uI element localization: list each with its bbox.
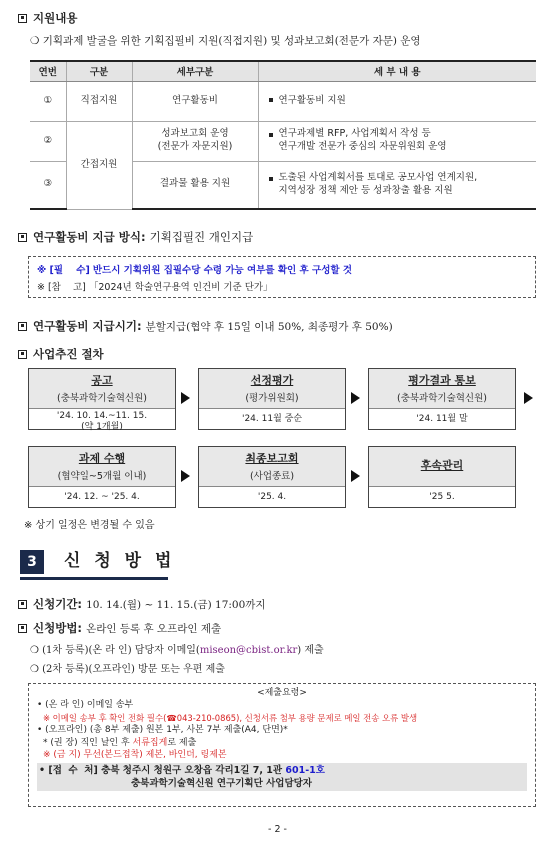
submission-online-warning: ※ 이메일 송부 후 확인 전화 필수(☎043-210-0865), 신청서류 첨부 용량 문제로 메일 전송 오류 발생 (43, 712, 418, 723)
table-header: 세 부 내 용 (258, 61, 536, 81)
square-bullet-icon (18, 624, 27, 633)
arrow-right-icon (181, 392, 190, 404)
support-table (30, 60, 536, 210)
process-step-evaluation: 선정평가 (평가위원회) '24. 11월 중순 (198, 368, 346, 430)
circle-bullet-icon: ❍ (30, 664, 39, 675)
table-header: 세부구분 (132, 61, 258, 81)
circle-bullet-icon: ❍ (30, 35, 40, 47)
arrow-right-icon (181, 470, 190, 482)
row-category: 간접지원 (66, 121, 132, 209)
submission-offline: • (오프라인) (총 8부 제출) 원본 1부, 사본 7부 제출(A4, 단면)* (37, 725, 288, 736)
payment-method: 연구활동비 지급 방식: 기획집필진 개인지급 (18, 229, 253, 245)
table-row (30, 81, 536, 121)
arrow-right-icon (524, 392, 533, 404)
table-row (30, 121, 536, 161)
row-description: 연구과제별 RFP, 사업계획서 작성 등 연구개발 전문가 중심의 자문위원회 운영 (258, 121, 536, 161)
submission-guide-title: <제출요령> (257, 688, 307, 698)
section-number-badge: 3 (20, 550, 44, 574)
square-bullet-icon (18, 322, 27, 331)
submission-forbidden: ※ (금 지) 무선(본드접착) 제본, 바인더, 링제본 (43, 750, 227, 761)
process-step-result-notice: 평가결과 통보 (충북과학기술혁신원) '24. 11월 말 (368, 368, 516, 430)
process-step-announcement: 공고 (충북과학기술혁신원) '24. 10. 14.~11. 15. (약 1개월) (28, 368, 176, 430)
table-header: 구분 (66, 61, 132, 81)
process-step-project-execution: 과제 수행 (협약일~5개월 이내) '24. 12. ~ '25. 4. (28, 446, 176, 508)
process-step-follow-up: 후속관리 '25 5. (368, 446, 516, 508)
square-bullet-icon (18, 14, 27, 23)
submission-seal-note: * (권 장) 직인 날인 후 서류집게로 제출 (43, 737, 197, 748)
process-footnote: ※ 상기 일정은 변경될 수 있음 (24, 520, 155, 531)
square-bullet-icon (18, 350, 27, 359)
support-heading: 지원내용 (18, 10, 77, 26)
payment-timing: 연구활동비 지급시기: 분할지급(협약 후 15일 이내 50%, 최종평가 후 50%) (18, 318, 393, 334)
arrow-right-icon (351, 470, 360, 482)
note-reference: ※ [참 고] 「2024년 학술연구용역 인건비 기준 단가」 (37, 282, 273, 293)
page-number: - 2 - (268, 824, 287, 835)
table-header-row (30, 61, 536, 81)
bullet-icon (269, 177, 273, 181)
note-required: ※ [필 수] 반드시 기획위원 집필수당 수령 가능 여부를 확인 후 구성할 것 (37, 265, 353, 276)
process-heading: 사업추진 절차 (18, 346, 104, 362)
bullet-icon (269, 133, 273, 137)
row-number: ② (30, 121, 66, 161)
submission-guide-box (28, 683, 536, 807)
row-category: 직접지원 (66, 81, 132, 121)
support-intro: ❍ 기획과제 발굴을 위한 기획집필비 지원(직접지원) 및 성과보고회(전문가 자문) 운영 (30, 35, 421, 47)
application-period: 신청기간: 10. 14.(월) ~ 11. 15.(금) 17:00까지 (18, 596, 266, 612)
arrow-right-icon (351, 392, 360, 404)
row-description: 연구활동비 지원 (258, 81, 536, 121)
square-bullet-icon (18, 233, 27, 242)
section-title: 신 청 방 법 (64, 551, 176, 571)
row-number: ① (30, 81, 66, 121)
section-title-underline (20, 577, 168, 580)
square-bullet-icon (18, 600, 27, 609)
row-subcategory: 연구활동비 (132, 81, 258, 121)
circle-bullet-icon: ❍ (30, 645, 39, 656)
submission-address: • [접 수 처] 충북 청주시 청원구 오창읍 각리1길 7, 1관 601-1호 충북과학기술혁신원 연구기획단 사업담당자 (37, 763, 527, 791)
application-method: 신청방법: 온라인 등록 후 오프라인 제출 (18, 620, 221, 636)
method-step-offline: ❍ (2차 등록)(오프라인) 방문 또는 우편 제출 (30, 664, 225, 675)
row-subcategory: 성과보고회 운영 (전문가 자문지원) (132, 121, 258, 161)
bullet-icon (269, 98, 273, 102)
submission-online: • (온 라 인) 이메일 송부 (37, 700, 134, 711)
row-description: 도출된 사업계획서를 토대로 공모사업 연계지원, 지역성장 정책 제안 등 성과창출 활용 지원 (258, 161, 536, 209)
contact-email[interactable]: miseon@cbist.or.kr (199, 645, 298, 656)
row-number: ③ (30, 161, 66, 209)
row-subcategory: 결과물 활용 지원 (132, 161, 258, 209)
table-header: 연번 (30, 61, 66, 81)
method-step-online: ❍ (1차 등록)(온 라 인) 담당자 이메일(miseon@cbist.or.kr) 제출 (30, 645, 324, 656)
note-box (28, 256, 536, 298)
process-step-final-report: 최종보고회 (사업종료) '25. 4. (198, 446, 346, 508)
